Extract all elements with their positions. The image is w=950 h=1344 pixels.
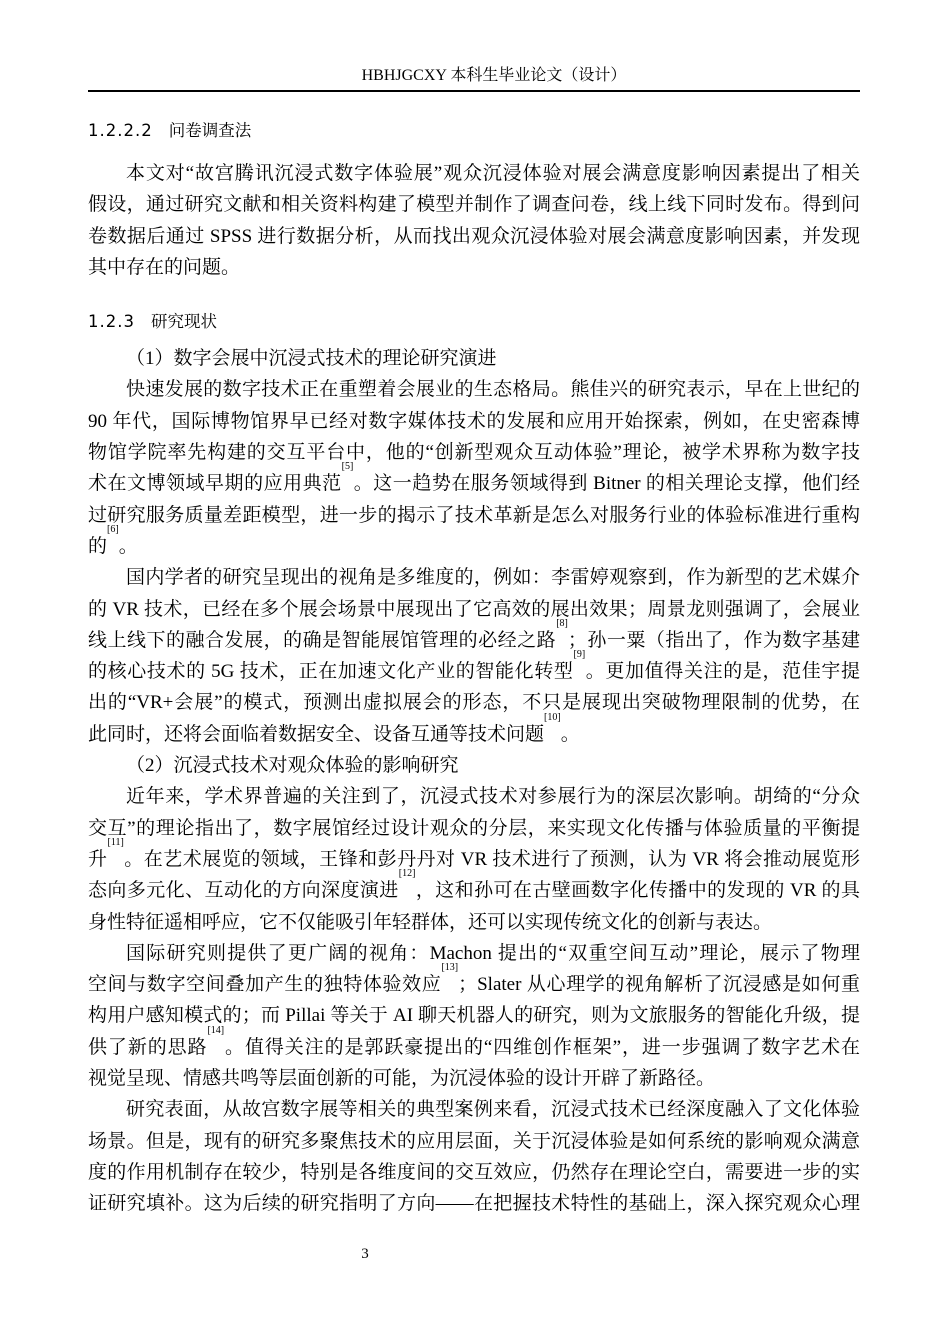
paragraph [88, 781, 860, 937]
text-run: 国际研究则提供了更广阔的视角：Machon 提出的“双重空间互动”理论，展示了物理 [126, 942, 860, 964]
text-run: 。更加值得关注的是，范佳宇提 [585, 661, 860, 683]
text-line [88, 461, 860, 499]
text-run: 出的“VR+会展”的模式，预测出虚拟展会的形态，不只是展现出突破物理限制的优势，在 [88, 692, 860, 714]
citation-ref: [9] [573, 649, 586, 661]
text-run: 的 [88, 535, 108, 557]
text-run: 本文对“故宫腾讯沉浸式数字体验展”观众沉浸体验对展会满意度影响因素提出了相关 [126, 163, 860, 184]
text-run: 构用户感知模式的；而 Pillai 等关于 AI 聊天机器人的研究，则为文旅服务的智能化升级，提 [88, 1005, 860, 1027]
text-run: 假设，通过研究文献和相关资料构建了模型并制作了调查问卷，线上线下同时发布。得到问 [88, 194, 860, 216]
text-line [88, 938, 860, 969]
text-run: 。这一趋势在服务领域得到 Bitner 的相关理论支撑，他们经 [353, 473, 860, 495]
text-run: 过研究服务质量差距模型，进一步的揭示了技术革新是怎么对服务行业的体验标准进行重构 [88, 504, 860, 526]
text-run: 物馆学院率先构建的交互平台中，他的“创新型观众互动体验”理论，被学术界称为数字技 [88, 442, 860, 464]
citation-ref: [12] [398, 868, 416, 880]
section-number: 1.2.3 [88, 312, 135, 332]
text-run: 视觉呈现、情感共鸣等层面创新的可能，为沉浸体验的设计开辟了新路径。 [88, 1068, 716, 1090]
text-run: 研究表面，从故宫数字展等相关的典型案例来看，沉浸式技术已经深度融入了文化体验 [126, 1099, 860, 1121]
text-line [88, 189, 860, 220]
text-line [88, 1024, 860, 1063]
text-line [88, 813, 860, 844]
text-run: 场景。但是，现有的研究多聚焦技术的应用层面，关于沉浸体验是如何系统的影响观众满意 [88, 1130, 860, 1152]
text-run: ；Slater 从心理学的视角解析了沉浸感是如何重 [458, 974, 860, 996]
text-run: 升 [88, 848, 108, 870]
text-line [88, 962, 860, 1000]
text-run: 国内学者的研究呈现出的视角是多维度的，例如：李雷婷观察到，作为新型的艺术媒介 [126, 567, 860, 589]
text-line [88, 221, 860, 252]
text-run: 其中存在的问题。 [88, 256, 241, 278]
text-line [88, 1063, 860, 1094]
text-line [88, 750, 860, 781]
text-line [88, 158, 860, 189]
text-line [88, 343, 860, 374]
text-run: 空间与数字空间叠加产生的独特体验效应 [88, 974, 442, 996]
text-line [88, 523, 860, 562]
section-heading [88, 116, 860, 146]
text-run: 身性特征遥相呼应，它不仅能吸引年轻群体，还可以实现传统文化的创新与表达。 [88, 911, 773, 933]
text-line [88, 594, 860, 625]
text-line [88, 562, 860, 593]
text-line [88, 711, 860, 750]
section-title: 问卷调查法 [168, 121, 252, 140]
text-line [88, 1094, 860, 1125]
text-line [88, 1157, 860, 1188]
text-line [88, 836, 860, 875]
subsection-title [88, 343, 860, 374]
text-line [88, 1126, 860, 1157]
text-run: 快速发展的数字技术正在重塑着会展业的生态格局。熊佳兴的研究表示，早在上世纪的 [126, 379, 860, 401]
page-number: 3 [361, 1246, 369, 1262]
paragraph [88, 938, 860, 1094]
citation-ref: [11] [107, 836, 124, 848]
citation-ref: [14] [207, 1024, 225, 1036]
citation-ref: [10] [544, 711, 561, 723]
text-run: 的核心技术的 5G 技术，正在加速文化产业的智能化转型 [88, 661, 574, 683]
text-run: 态向多元化、互动化的方向深度演进 [88, 880, 399, 902]
text-run: （1）数字会展中沉浸式技术的理论研究演进 [126, 348, 497, 370]
page-header: HBHJGCXY 本科生毕业论文（设计） [361, 67, 627, 84]
text-line [88, 406, 860, 437]
text-run: 此同时，还将会面临着数据安全、设备互通等技术问题 [88, 723, 545, 745]
text-run: （2）沉浸式技术对观众体验的影响研究 [126, 755, 459, 777]
paragraph [88, 374, 860, 562]
text-line [88, 617, 860, 656]
text-line [88, 781, 860, 812]
text-line [88, 868, 860, 906]
text-run: ，这和孙可在古壁画数字化传播中的发现的 VR 的具 [415, 880, 860, 902]
text-run: 度的作用机制存在较少，特别是各维度间的交互效应，仍然存在理论空白，需要进一步的实 [88, 1161, 860, 1183]
text-line [88, 437, 860, 468]
citation-ref: [13] [441, 962, 459, 974]
text-run: 。在艺术展览的领域，王锋和彭丹丹对 VR 技术进行了预测，认为 VR 将会推动展览形 [123, 848, 860, 870]
text-line [88, 907, 860, 938]
text-line [88, 1188, 860, 1219]
paragraph [88, 562, 860, 750]
section-title: 研究现状 [150, 312, 217, 332]
text-line [88, 687, 860, 718]
text-run: 。 [560, 723, 580, 745]
section-number: 1.2.2.2 [88, 121, 153, 140]
document-body [88, 116, 860, 1220]
citation-ref: [5] [341, 461, 354, 473]
header-rule [88, 90, 860, 92]
text-line [88, 649, 860, 687]
text-run: 线上线下的融合发展，的确是智能展馆管理的必经之路 [88, 629, 557, 651]
text-line [88, 1000, 860, 1031]
citation-ref: [6] [107, 523, 119, 535]
text-run: 的 VR 技术，已经在多个展会场景中展现出了它高效的展出效果；周景龙则强调了，会展业 [88, 598, 860, 620]
paragraph [88, 158, 860, 283]
text-run: 近年来，学术界普遍的关注到了，沉浸式技术对参展行为的深层次影响。胡绮的“分众 [126, 786, 860, 808]
section-heading [88, 307, 860, 337]
text-run: 术在文博领域早期的应用典范 [88, 473, 342, 495]
text-run: 。 [118, 535, 138, 557]
text-line [88, 252, 860, 283]
text-line [88, 500, 860, 531]
text-run: 90 年代，国际博物馆界早已经对数字媒体技术的发展和应用开始探索，例如，在史密森博 [88, 410, 860, 432]
paragraph [88, 1094, 860, 1219]
text-line [88, 374, 860, 405]
citation-ref: [8] [556, 617, 568, 629]
text-run: 证研究填补。这为后续的研究指明了方向——在把握技术特性的基础上，深入探究观众心理 [88, 1193, 860, 1215]
text-run: 卷数据后通过 SPSS 进行数据分析，从而找出观众沉浸体验对展会满意度影响因素，并发现 [88, 225, 860, 247]
text-run: 。值得关注的是郭跃豪提出的“四维创作框架”，进一步强调了数字艺术在 [224, 1036, 860, 1058]
text-run: 交互”的理论指出了，数字展馆经过设计观众的分层，来实现文化传播与体验质量的平衡提 [88, 817, 860, 839]
text-run: ；孙一粟（指出了，作为数字基建 [567, 629, 860, 651]
subsection-title [88, 750, 860, 781]
text-run: 供了新的思路 [88, 1036, 208, 1058]
